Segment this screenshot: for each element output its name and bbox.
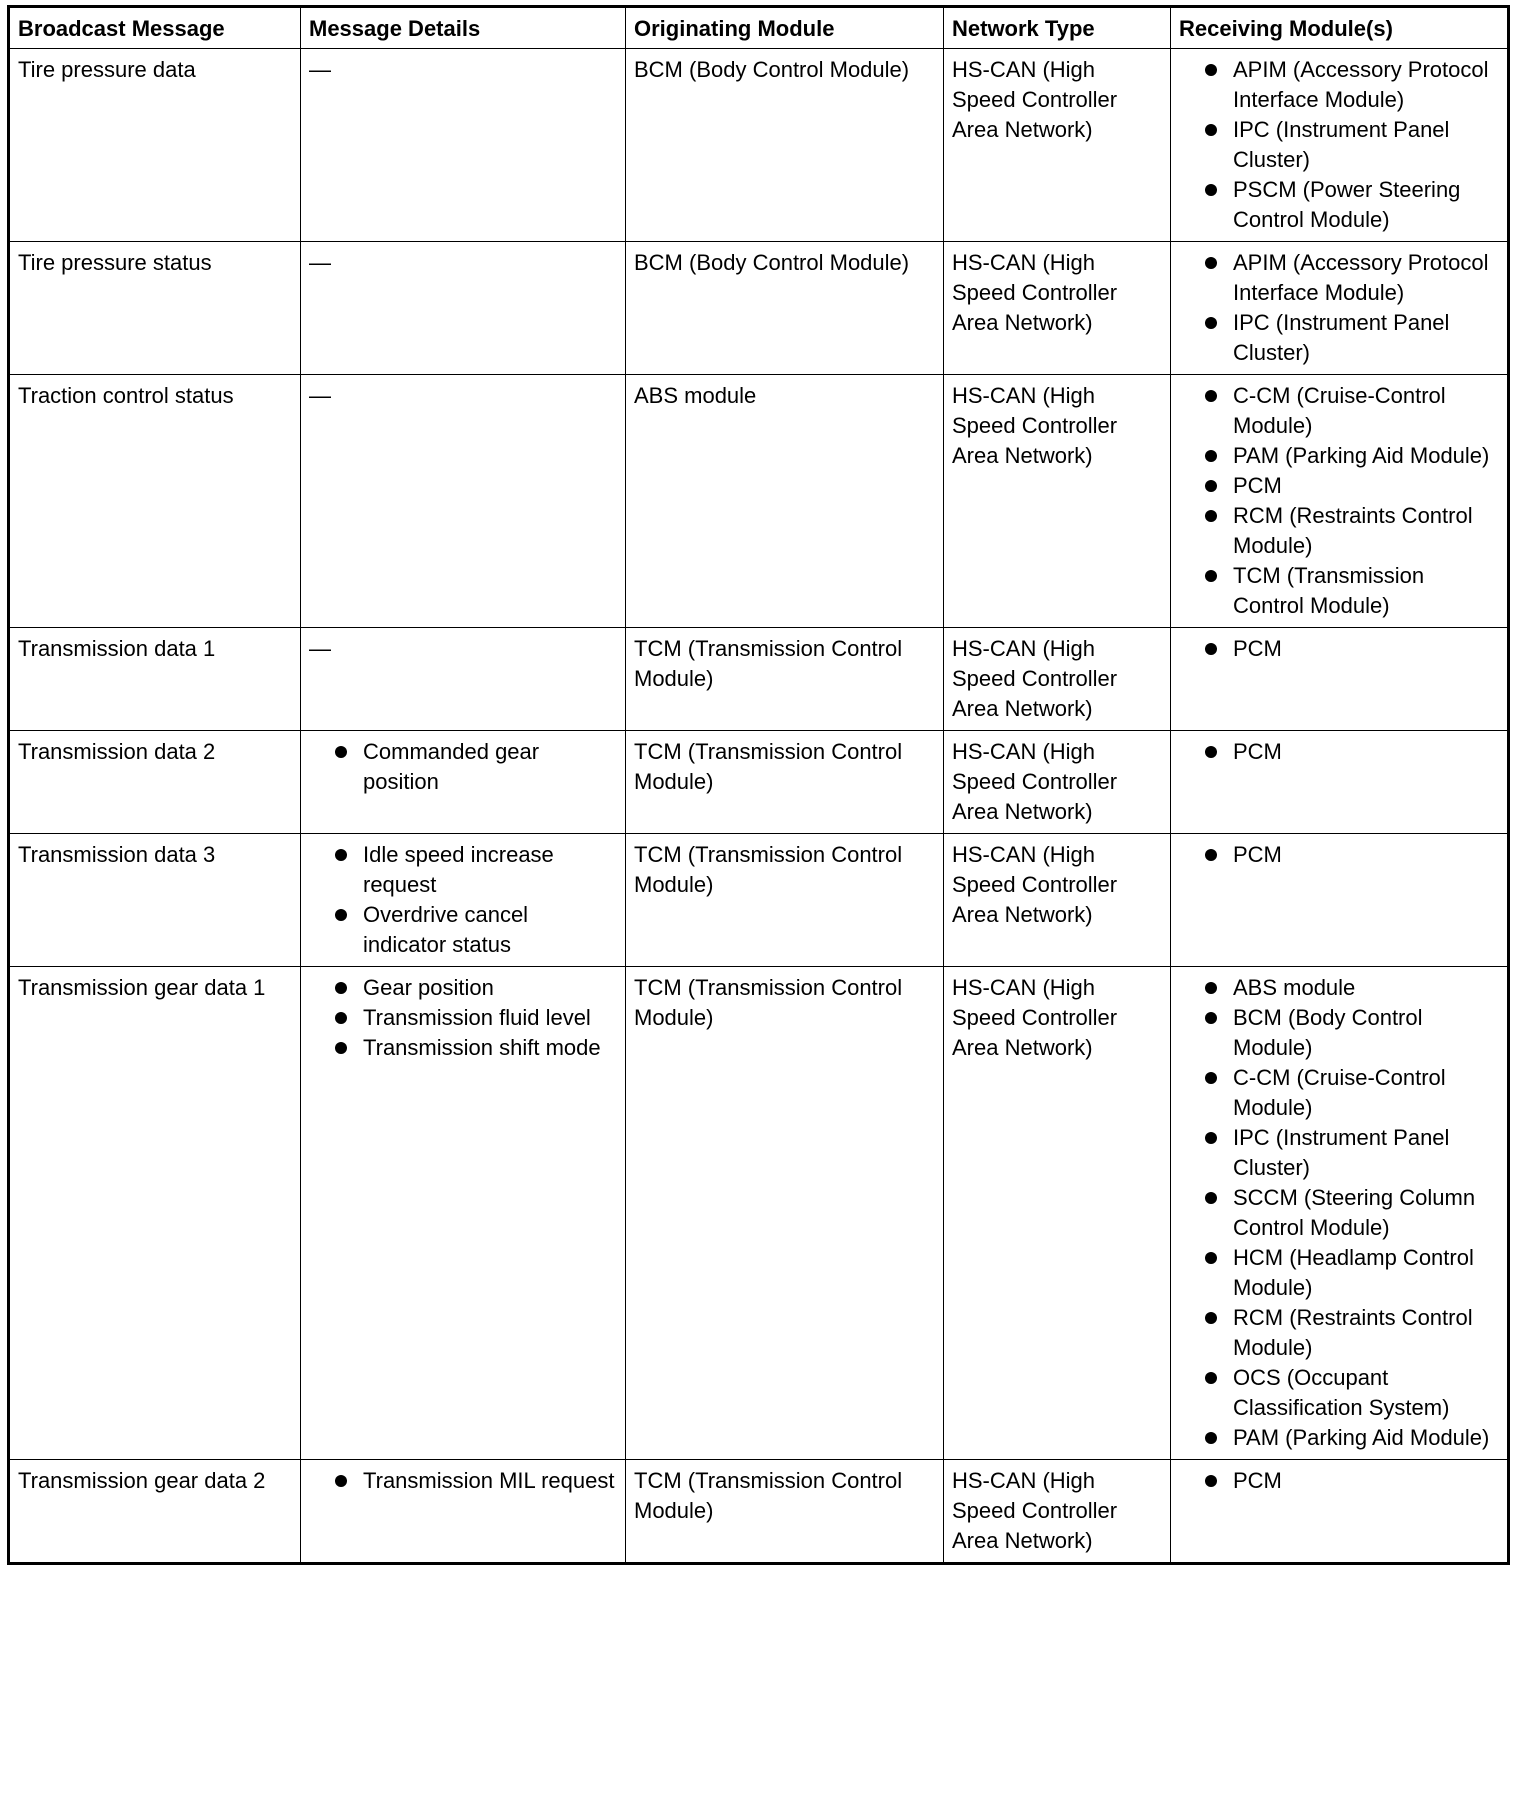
detail-item: Commanded gear position — [335, 737, 617, 797]
cell-message-details — [301, 731, 626, 834]
cell-network-type: HS-CAN (High Speed Controller Area Network) — [944, 375, 1171, 628]
cell-network-type: HS-CAN (High Speed Controller Area Network) — [944, 967, 1171, 1460]
receiving-module-item: IPC (Instrument Panel Cluster) — [1205, 115, 1499, 175]
cell-receiving-modules — [1171, 375, 1509, 628]
cell-broadcast-message: Tire pressure status — [9, 242, 301, 375]
table-row — [9, 967, 1509, 1460]
detail-item-list — [309, 973, 617, 1063]
receiving-module-item: SCCM (Steering Column Control Module) — [1205, 1183, 1499, 1243]
receiving-module-item-list — [1179, 55, 1499, 235]
receiving-module-item-list — [1179, 973, 1499, 1453]
receiving-module-item: HCM (Headlamp Control Module) — [1205, 1243, 1499, 1303]
cell-message-details: — — [301, 375, 626, 628]
receiving-module-item-list — [1179, 840, 1499, 870]
receiving-module-item-list — [1179, 737, 1499, 767]
cell-broadcast-message: Transmission gear data 2 — [9, 1460, 301, 1564]
cell-broadcast-message: Transmission data 1 — [9, 628, 301, 731]
header-message-details: Message Details — [301, 7, 626, 49]
cell-network-type: HS-CAN (High Speed Controller Area Network) — [944, 731, 1171, 834]
header-receiving-modules: Receiving Module(s) — [1171, 7, 1509, 49]
cell-message-details: — — [301, 49, 626, 242]
table-row — [9, 375, 1509, 628]
cell-message-details — [301, 834, 626, 967]
cell-originating-module: TCM (Transmission Control Module) — [626, 834, 944, 967]
receiving-module-item: PCM — [1205, 634, 1499, 664]
cell-receiving-modules — [1171, 967, 1509, 1460]
cell-originating-module: TCM (Transmission Control Module) — [626, 1460, 944, 1564]
table-row — [9, 628, 1509, 731]
receiving-module-item: APIM (Accessory Protocol Interface Module) — [1205, 248, 1499, 308]
receiving-module-item: OCS (Occupant Classification System) — [1205, 1363, 1499, 1423]
receiving-module-item: ABS module — [1205, 973, 1499, 1003]
receiving-module-item: PAM (Parking Aid Module) — [1205, 1423, 1499, 1453]
table-row — [9, 834, 1509, 967]
table-row — [9, 49, 1509, 242]
cell-originating-module: TCM (Transmission Control Module) — [626, 628, 944, 731]
table-row — [9, 731, 1509, 834]
cell-broadcast-message: Traction control status — [9, 375, 301, 628]
header-network-type: Network Type — [944, 7, 1171, 49]
cell-broadcast-message: Transmission data 2 — [9, 731, 301, 834]
cell-message-details: — — [301, 242, 626, 375]
cell-broadcast-message: Tire pressure data — [9, 49, 301, 242]
receiving-module-item-list — [1179, 1466, 1499, 1496]
cell-message-details — [301, 1460, 626, 1564]
cell-receiving-modules — [1171, 628, 1509, 731]
cell-receiving-modules — [1171, 834, 1509, 967]
cell-network-type: HS-CAN (High Speed Controller Area Network) — [944, 242, 1171, 375]
table-body — [9, 49, 1509, 1564]
table-row — [9, 242, 1509, 375]
receiving-module-item: RCM (Restraints Control Module) — [1205, 1303, 1499, 1363]
detail-item: Transmission MIL request — [335, 1466, 617, 1496]
receiving-module-item: PCM — [1205, 840, 1499, 870]
receiving-module-item-list — [1179, 634, 1499, 664]
receiving-module-item: APIM (Accessory Protocol Interface Module) — [1205, 55, 1499, 115]
cell-receiving-modules — [1171, 1460, 1509, 1564]
cell-originating-module: TCM (Transmission Control Module) — [626, 731, 944, 834]
receiving-module-item: C-CM (Cruise-Control Module) — [1205, 1063, 1499, 1123]
table-row — [9, 1460, 1509, 1564]
detail-item: Gear position — [335, 973, 617, 1003]
receiving-module-item: PSCM (Power Steering Control Module) — [1205, 175, 1499, 235]
cell-originating-module: ABS module — [626, 375, 944, 628]
cell-network-type: HS-CAN (High Speed Controller Area Network) — [944, 628, 1171, 731]
receiving-module-item: TCM (Transmission Control Module) — [1205, 561, 1499, 621]
receiving-module-item-list — [1179, 248, 1499, 368]
cell-originating-module: BCM (Body Control Module) — [626, 49, 944, 242]
receiving-module-item: BCM (Body Control Module) — [1205, 1003, 1499, 1063]
receiving-module-item: PCM — [1205, 737, 1499, 767]
receiving-module-item: PCM — [1205, 1466, 1499, 1496]
receiving-module-item: PAM (Parking Aid Module) — [1205, 441, 1499, 471]
cell-broadcast-message: Transmission gear data 1 — [9, 967, 301, 1460]
cell-receiving-modules — [1171, 49, 1509, 242]
detail-item-list — [309, 1466, 617, 1496]
cell-network-type: HS-CAN (High Speed Controller Area Network) — [944, 49, 1171, 242]
detail-item: Overdrive cancel indicator status — [335, 900, 617, 960]
cell-originating-module: BCM (Body Control Module) — [626, 242, 944, 375]
receiving-module-item: IPC (Instrument Panel Cluster) — [1205, 1123, 1499, 1183]
detail-item: Transmission shift mode — [335, 1033, 617, 1063]
header-broadcast-message: Broadcast Message — [9, 7, 301, 49]
cell-message-details — [301, 967, 626, 1460]
cell-network-type: HS-CAN (High Speed Controller Area Network) — [944, 834, 1171, 967]
detail-item-list — [309, 840, 617, 960]
receiving-module-item-list — [1179, 381, 1499, 621]
broadcast-message-table — [7, 5, 1510, 1565]
cell-receiving-modules — [1171, 242, 1509, 375]
cell-originating-module: TCM (Transmission Control Module) — [626, 967, 944, 1460]
receiving-module-item: C-CM (Cruise-Control Module) — [1205, 381, 1499, 441]
table-header-row — [9, 7, 1509, 49]
receiving-module-item: RCM (Restraints Control Module) — [1205, 501, 1499, 561]
cell-broadcast-message: Transmission data 3 — [9, 834, 301, 967]
cell-message-details: — — [301, 628, 626, 731]
cell-network-type: HS-CAN (High Speed Controller Area Network) — [944, 1460, 1171, 1564]
cell-receiving-modules — [1171, 731, 1509, 834]
detail-item: Idle speed increase request — [335, 840, 617, 900]
header-originating-module: Originating Module — [626, 7, 944, 49]
detail-item: Transmission fluid level — [335, 1003, 617, 1033]
detail-item-list — [309, 737, 617, 797]
receiving-module-item: IPC (Instrument Panel Cluster) — [1205, 308, 1499, 368]
receiving-module-item: PCM — [1205, 471, 1499, 501]
